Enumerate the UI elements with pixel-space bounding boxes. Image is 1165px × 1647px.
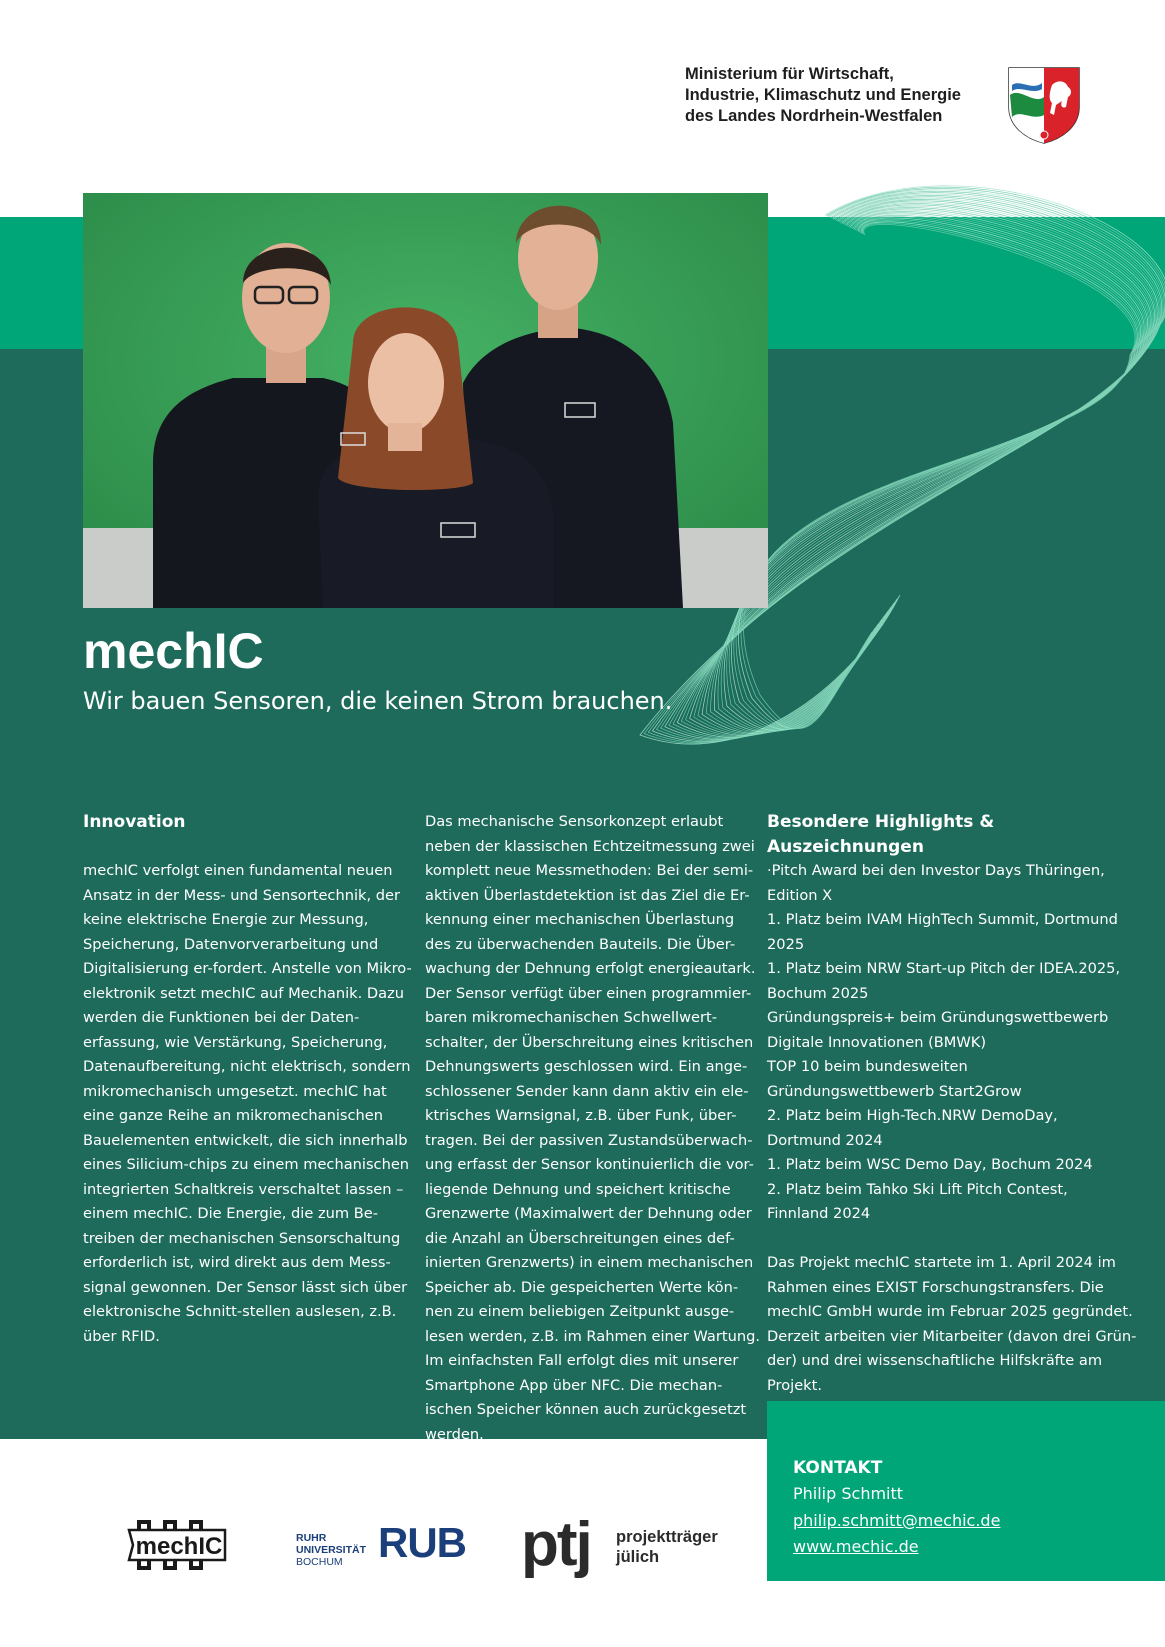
contact-web-link[interactable]: www.mechic.de [793, 1537, 919, 1556]
ptj-line: projektträger [616, 1528, 718, 1546]
rub-logo: RUB [378, 1519, 466, 1566]
ministry-line: Ministerium für Wirtschaft, [685, 65, 894, 83]
text-line: Bochum 2025 [767, 984, 869, 1002]
text-line: liegende Dehnung und speichert kritische [425, 1180, 731, 1198]
wave-line [702, 206, 1151, 733]
text-line: Speicher ab. Die gespeicherten Werte kön- [425, 1278, 739, 1296]
text-line: Datenaufbereitung, nicht elektrisch, sondern [83, 1058, 411, 1075]
page-title: mechIC [83, 623, 264, 679]
highlights-list [767, 859, 1121, 1227]
text-line: Derzeit arbeiten vier Mitarbeiter (davon drei Grün- [767, 1327, 1137, 1345]
concept-text [425, 810, 760, 1447]
text-line: schlossener Sender kann dann aktiv ein ele- [425, 1082, 749, 1100]
text-line: kennung einer mechanischen Überlastung [425, 911, 735, 928]
ptj-line: jülich [616, 1548, 660, 1566]
text-line: 2. Platz beim High-Tech.NRW DemoDay, [767, 1107, 1058, 1124]
text-line: aktiven Überlastdetektion ist das Ziel die Er- [425, 886, 750, 904]
text-line: Das Projekt mechIC startete im 1. April 2024 im [767, 1254, 1116, 1271]
text-line: Das mechanische Sensorkonzept erlaubt [425, 813, 724, 830]
text-line: baren mikromechanischen Schwellwert- [425, 1009, 718, 1026]
nrw-coat-of-arms-icon [1006, 65, 1082, 145]
contact-email-link[interactable]: philip.schmitt@mechic.de [793, 1510, 1001, 1530]
text-line: wachung der Dehnung erfolgt energieautark. [425, 960, 756, 977]
text-line: 2025 [767, 935, 805, 953]
text-line: komplett neue Messmethoden: Bei der semi- [425, 862, 754, 879]
contact-title: KONTAKT [793, 1458, 883, 1478]
text-line: Ansatz in der Mess- und Sensortechnik, der [83, 886, 400, 904]
concept-column [425, 810, 760, 1447]
wave-line [729, 217, 1142, 730]
rub-line: RUHR [296, 1532, 327, 1544]
text-line: ·Pitch Award bei den Investor Days Thüringen, [767, 862, 1105, 879]
wave-line [724, 214, 1144, 731]
text-line: werden die Funktionen bei der Daten- [83, 1009, 360, 1026]
text-line: Finnland 2024 [767, 1205, 871, 1222]
text-line: integrierten Schaltkreis verschaltet lassen – [83, 1180, 404, 1198]
contact-details [793, 1455, 1000, 1561]
text-line: einem mechIC. Die Energie, die zum Be- [83, 1205, 378, 1222]
text-line: 2. Platz beim Tahko Ski Lift Pitch Contest, [767, 1180, 1068, 1198]
text-line: neben der klassischen Echtzeitmessung zwei [425, 837, 755, 855]
text-line: erfassung, wie Verstärkung, Speicherung, [83, 1033, 388, 1051]
rub-line: UNIVERSITÄT [296, 1544, 367, 1556]
text-line: eines Silicium-chips zu einem mechanischen [83, 1156, 410, 1173]
mechic-logo-text: mechIC [135, 1533, 223, 1560]
text-line: erforderlich ist, wird direkt aus dem Mess- [83, 1254, 391, 1271]
text-line: der) und drei wissenschaftliche Hilfskräfte am [767, 1352, 1103, 1369]
text-line: Smartphone App über NFC. Die mechan- [425, 1376, 723, 1394]
innovation-column [83, 810, 412, 1349]
rub-line: BOCHUM [296, 1556, 343, 1568]
text-line: des zu überwachenden Bauteils. Die Über- [425, 935, 736, 953]
text-line: lesen werden, z.B. im Rahmen einer Wartung. [425, 1327, 760, 1345]
text-line: werden. [425, 1425, 484, 1443]
text-line: Gründungswettbewerb Start2Grow [767, 1082, 1022, 1100]
text-line: 1. Platz beim NRW Start-up Pitch der IDEA.2025, [767, 960, 1121, 977]
text-line: mikromechanisch umgesetzt. mechIC hat [83, 1082, 387, 1100]
ministry-name [685, 64, 985, 127]
text-line: elektronische Schnitt-stellen auslesen, z.B. [83, 1303, 397, 1320]
text-line: Der Sensor verfügt über einen programmier- [425, 984, 752, 1002]
text-line: Edition X [767, 886, 833, 904]
text-line: Digitale Innovationen (BMWK) [767, 1033, 987, 1051]
contact-name: Philip Schmitt [793, 1484, 904, 1503]
text-line: Im einfachsten Fall erfolgt dies mit unserer [425, 1352, 739, 1369]
text-line: Digitalisierung er-fordert. Anstelle von Mikro- [83, 960, 412, 977]
ministry-line: des Landes Nordrhein-Westfalen [685, 107, 943, 125]
text-line: über RFID. [83, 1327, 160, 1345]
ministry-line: Industrie, Klimaschutz und Energie [685, 86, 961, 104]
mechic-logo [125, 1518, 233, 1578]
text-line: Rahmen eines EXIST Forschungstransfers. Die [767, 1278, 1104, 1296]
text-line: eine ganze Reihe an mikromechanischen [83, 1107, 383, 1124]
rub-wordmark-small [296, 1532, 366, 1568]
text-line: Dortmund 2024 [767, 1131, 883, 1149]
innovation-text [83, 859, 412, 1349]
wave-line [736, 221, 1138, 729]
text-line: mechIC verfolgt einen fundamental neuen [83, 862, 393, 879]
text-line: die Anzahl an Überschreitungen eines def- [425, 1229, 735, 1247]
text-line: ung erfasst der Sensor kontinuierlich die vor- [425, 1156, 754, 1173]
team-photo [83, 193, 768, 608]
text-line: tragen. Bei der passiven Zustandsüberwach- [425, 1131, 753, 1149]
text-line: 1. Platz beim WSC Demo Day, Bochum 2024 [767, 1156, 1093, 1173]
text-line: inierten Grenzwerts) in einem mechanischen [425, 1254, 754, 1271]
text-line: Projekt. [767, 1376, 822, 1394]
innovation-heading: Innovation [83, 812, 186, 832]
text-line: schalter, der Überschreitung eines kritischen [425, 1033, 754, 1051]
ptj-logo: ptj [521, 1510, 591, 1579]
text-line: Gründungspreis+ beim Gründungswettbewerb [767, 1009, 1109, 1026]
text-line: elektronik setzt mechIC auf Mechanik. Dazu [83, 984, 404, 1002]
ptj-wordmark [616, 1527, 718, 1567]
highlights-column [767, 810, 1137, 1398]
text-line: treiben der mechanischen Sensorschaltung [83, 1229, 401, 1247]
highlights-heading-line: Besondere Highlights & [767, 812, 995, 832]
text-line: keine elektrische Energie zur Messung, [83, 911, 369, 928]
text-line: signal gewonnen. Der Sensor lässt sich über [83, 1278, 408, 1296]
page-subtitle: Wir bauen Sensoren, die keinen Strom brauchen. [83, 687, 673, 715]
text-line: TOP 10 beim bundesweiten [767, 1058, 968, 1075]
text-line: Dehnungswerts geschlossen wird. Ein ange- [425, 1058, 748, 1075]
text-line: ischen Speicher können auch zurückgesetzt [425, 1401, 747, 1418]
text-line: ktrisches Warnsignal, z.B. über Funk, über- [425, 1107, 737, 1124]
text-line: nen zu einem beliebigen Zeitpunkt ausge- [425, 1303, 735, 1320]
text-line: 1. Platz beim IVAM HighTech Summit, Dortmund [767, 911, 1118, 928]
text-line: Speicherung, Datenvorverarbeitung und [83, 935, 379, 953]
wave-line [741, 223, 1136, 728]
highlights-heading-line: Auszeichnungen [767, 836, 924, 857]
highlights-heading [767, 810, 1087, 859]
project-text [767, 1251, 1137, 1398]
text-line: Grenzwerte (Maximalwert der Dehnung oder [425, 1205, 752, 1222]
text-line: Bauelementen entwickelt, die sich innerhalb [83, 1131, 408, 1149]
text-line: mechIC GmbH wurde im Februar 2025 gegründet. [767, 1303, 1133, 1320]
